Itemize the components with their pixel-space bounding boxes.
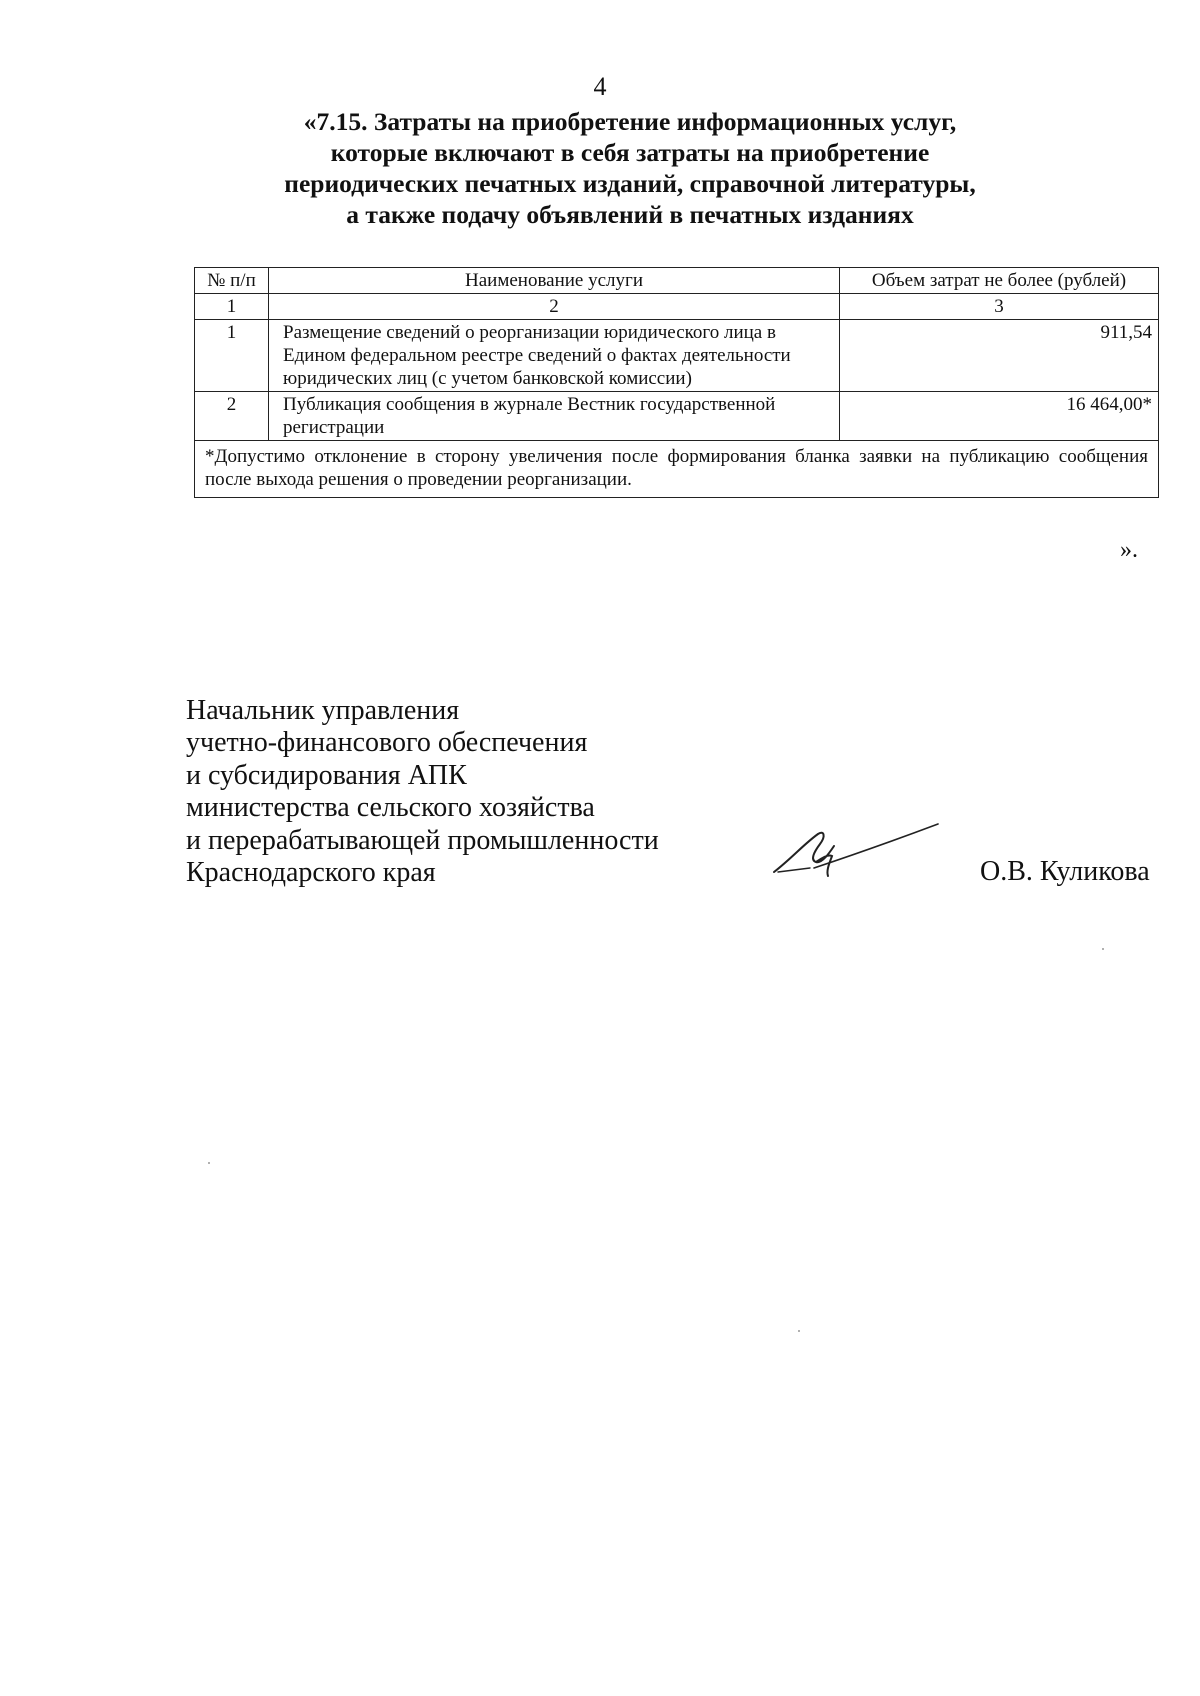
header-service-name: Наименование услуги (269, 268, 840, 294)
header-cost: Объем затрат не более (рублей) (840, 268, 1159, 294)
scan-speck (208, 1162, 210, 1164)
column-number: 2 (269, 294, 840, 320)
title-line: периодических печатных изданий, справочной литературы, (284, 169, 976, 198)
title-line: «7.15. Затраты на приобретение информационных услуг, (303, 107, 957, 136)
service-name: Размещение сведений о реорганизации юридического лица в Едином федеральном реестре сведений о фактах деятельности юридических лиц (с учетом банковской комиссии) (269, 320, 840, 392)
table-row (195, 320, 1159, 392)
section-title (230, 106, 1030, 230)
page-number: 4 (593, 72, 607, 101)
footnote-row (195, 441, 1159, 498)
service-cost: 911,54 (840, 320, 1159, 392)
position-line: Краснодарского края (186, 857, 436, 889)
header-number: № п/п (195, 268, 269, 294)
table-footnote: *Допустимо отклонение в сторону увеличения после формирования бланка заявки на публикацию сообщения после выхода решения о проведении реорганизации. (195, 441, 1159, 498)
signer-name: О.В. Куликова (980, 856, 1150, 887)
scan-speck (798, 1330, 800, 1332)
position-line: и субсидирования АПК (186, 759, 467, 791)
position-line: учетно-финансового обеспечения (186, 727, 588, 759)
signatory-position (186, 695, 746, 889)
title-line: которые включают в себя затраты на приобретение (330, 138, 930, 167)
handwritten-signature-icon (770, 806, 950, 886)
position-line: Начальник управления (186, 695, 460, 726)
column-number-row (195, 294, 1159, 320)
table-row (195, 392, 1159, 441)
title-line: а также подачу объявлений в печатных изданиях (346, 200, 914, 229)
row-number: 1 (195, 320, 269, 392)
table-header-row (195, 268, 1159, 294)
service-name: Публикация сообщения в журнале Вестник государственной регистрации (269, 392, 840, 441)
costs-table (194, 267, 1159, 498)
column-number: 1 (195, 294, 269, 320)
row-number: 2 (195, 392, 269, 441)
service-cost: 16 464,00* (840, 392, 1159, 441)
closing-quote: ». (1120, 537, 1138, 563)
scan-speck (1102, 948, 1104, 950)
position-line: и перерабатывающей промышленности (186, 824, 659, 856)
position-line: министерства сельского хозяйства (186, 792, 595, 824)
column-number: 3 (840, 294, 1159, 320)
